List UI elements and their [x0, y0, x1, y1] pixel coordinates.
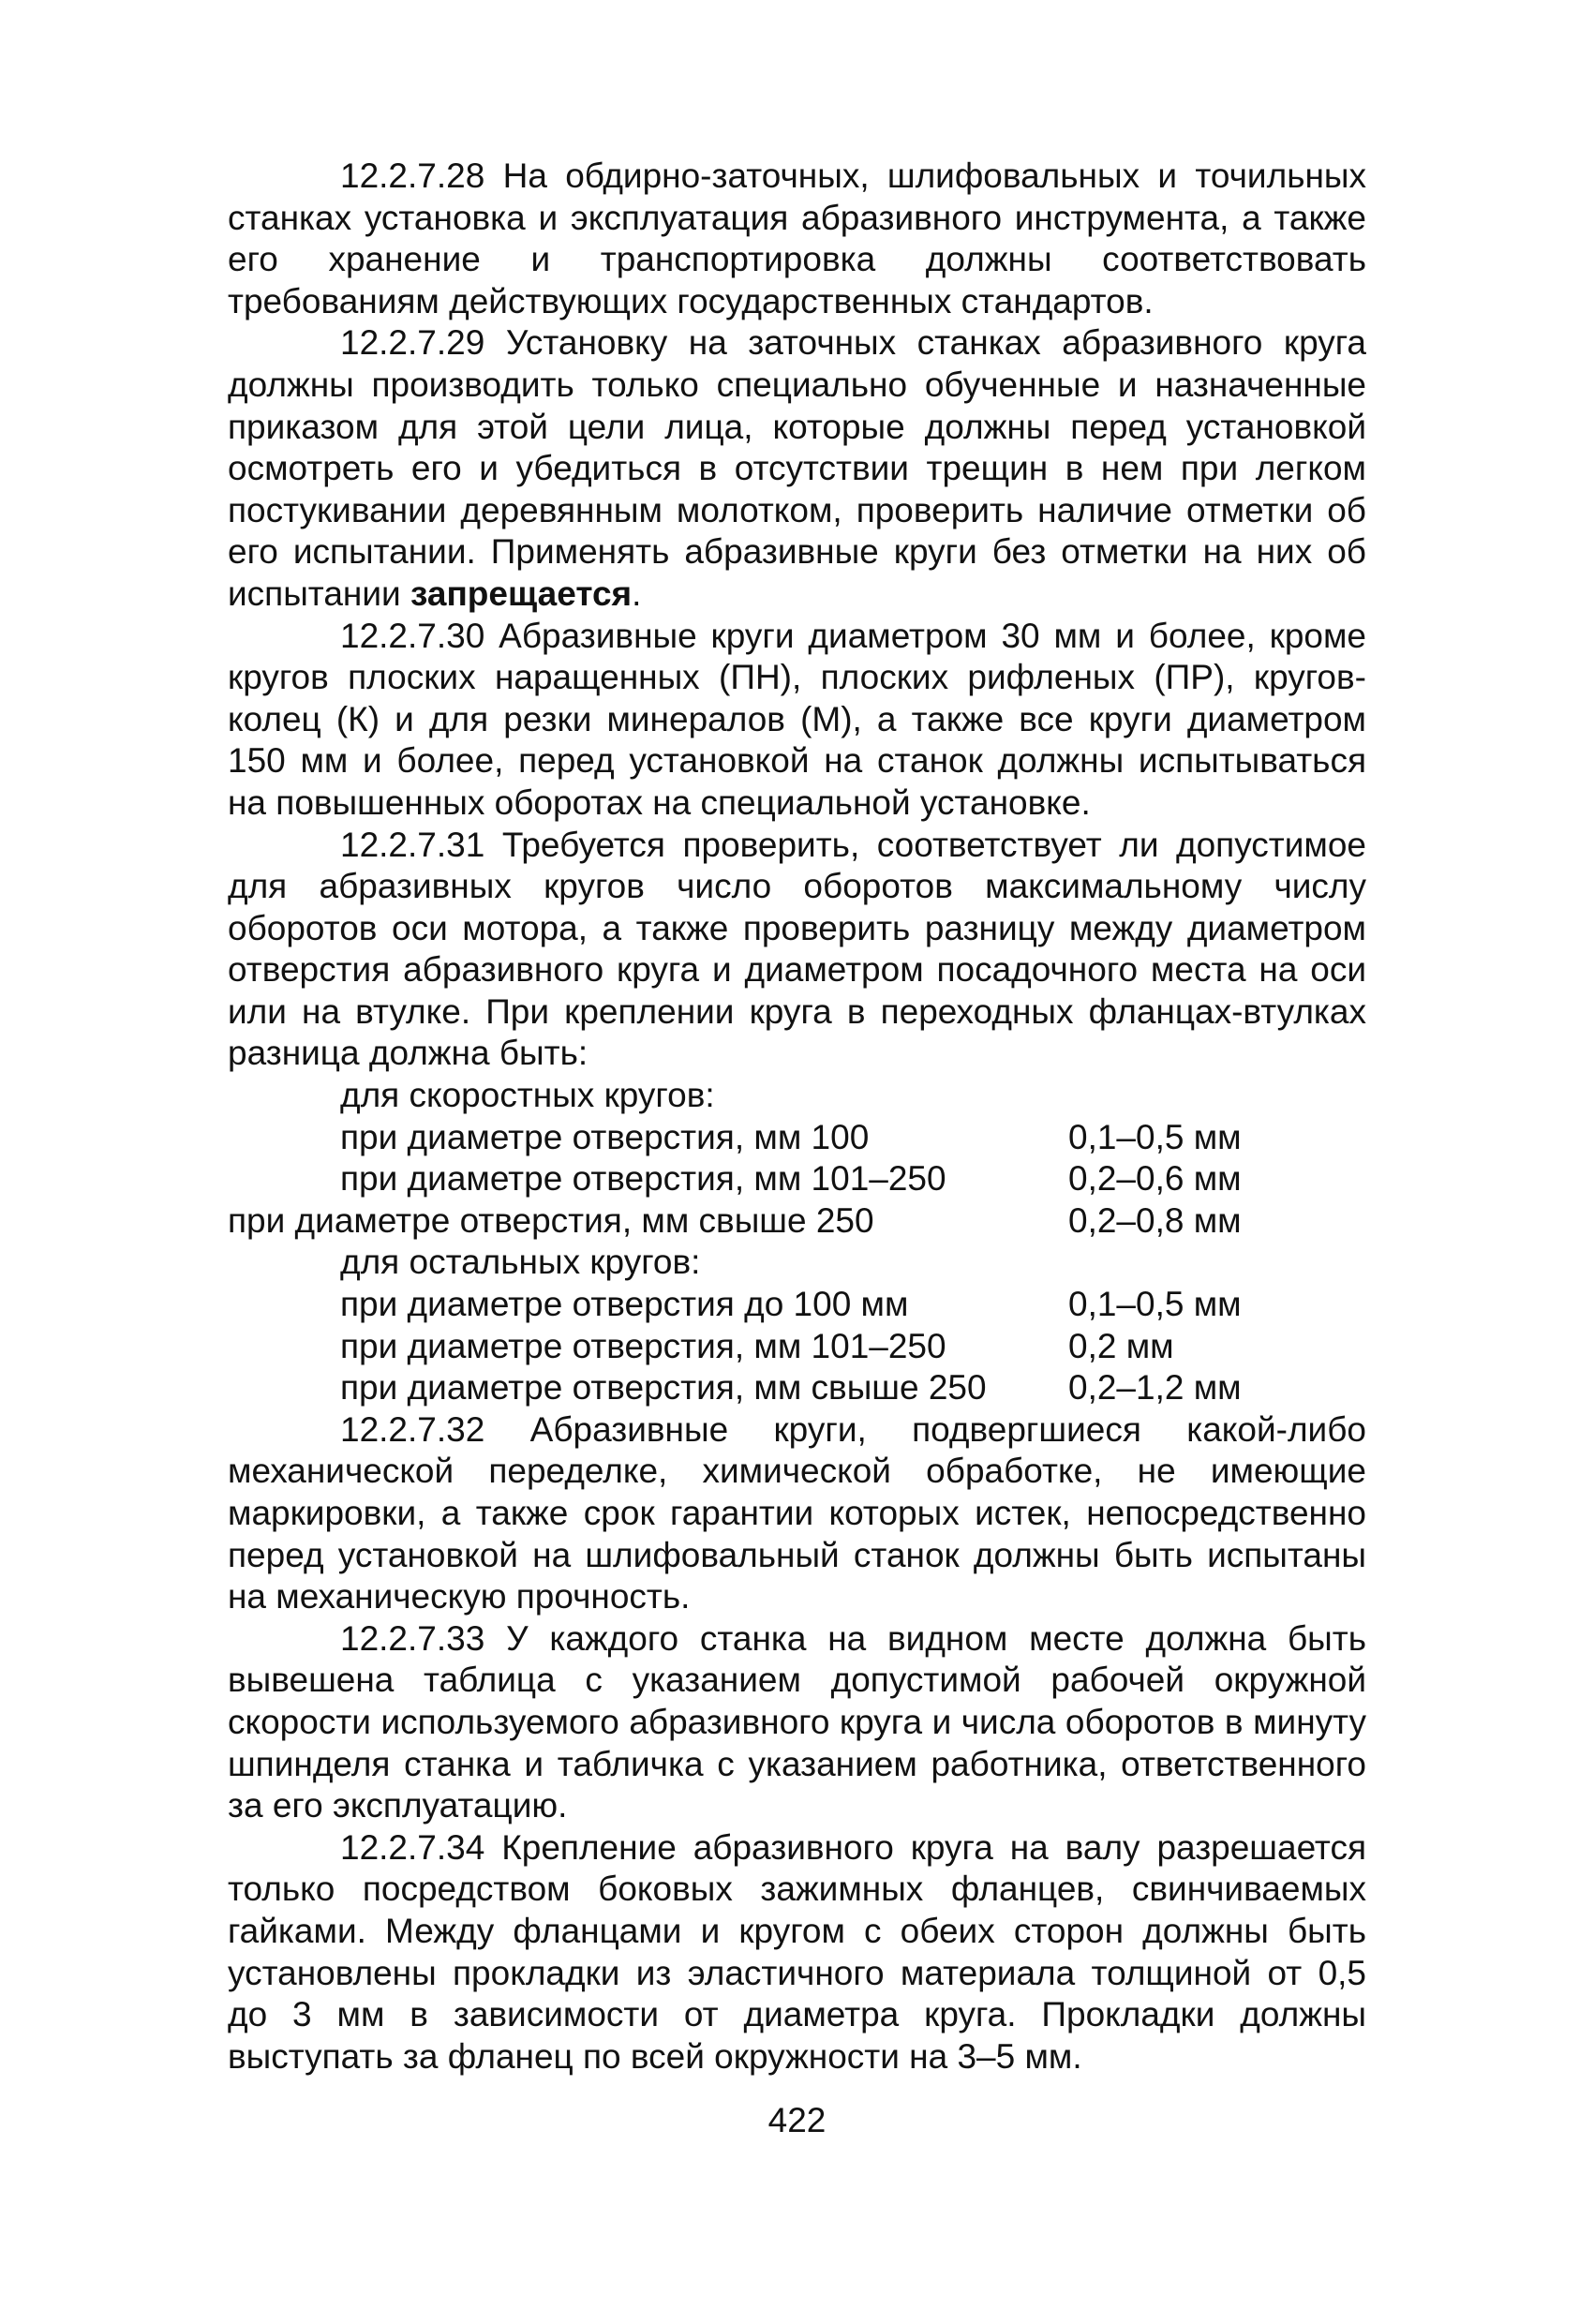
page-number: 422: [767, 2101, 827, 2139]
spec-row: [228, 1326, 1366, 1368]
document-page: [228, 156, 1366, 2078]
spec-row-label: при диаметре отверстия, мм 101–250: [340, 1159, 946, 1199]
spec-row-value: 0,2–0,8 мм: [1068, 1200, 1242, 1240]
paragraph-12-2-7-32: 12.2.7.32 Абразивные круги, подвергшиеся какой-либо механической переделке, химической обработке, не имеющие маркировки, а также срок гарантии которых истек, непосредственно перед установкой на шлифовальный станок должны быть испытаны на механическую прочность.: [228, 1409, 1366, 1616]
spec-row-label: при диаметре отверстия, мм 101–250: [340, 1326, 946, 1365]
spec-row-value: 0,1–0,5 мм: [1068, 1117, 1242, 1156]
spec-row: [228, 1200, 1366, 1243]
spec-row-value: 0,2–0,6 мм: [1068, 1159, 1242, 1199]
spec-row: [228, 1117, 1366, 1159]
spec-row: [228, 1284, 1366, 1326]
paragraph-12-2-7-30: 12.2.7.30 Абразивные круги диаметром 30 мм и более, кроме кругов плоских наращенных (ПН), плоских рифленых (ПР), кругов-колец (К) и для резки минералов (М), а также все круги диаметром 150 мм и более, перед установкой на станок должны испытываться на повышенных оборотах на специальной установке.: [228, 616, 1366, 822]
spec-row-label: при диаметре отверстия, мм свыше 250: [228, 1200, 874, 1240]
spec-row-value: 0,1–0,5 мм: [1068, 1285, 1242, 1324]
paragraph-12-2-7-28: 12.2.7.28 На обдирно-заточных, шлифовальных и точильных станках установка и эксплуатация абразивного инструмента, а также его хранение и транспортировка должны соответствовать требованиям действующих государственных стандартов.: [228, 156, 1366, 320]
paragraph-end: .: [632, 574, 642, 613]
spec-row: [228, 1158, 1366, 1200]
spec-row-label: при диаметре отверстия, мм 100: [340, 1117, 870, 1156]
paragraph-12-2-7-34: 12.2.7.34 Крепление абразивного круга на валу разрешается только посредством боковых зажимных фланцев, свинчиваемых гайками. Между фланцами и кругом с обеих сторон должны быть установлены прокладки из эластичного материала толщиной от 0,5 до 3 мм в зависимости от диаметра круга. Прокладки должны выступать за фланец по всей окружности на 3–5 мм.: [228, 1827, 1366, 2076]
spec-heading-label: для скоростных кругов:: [340, 1076, 715, 1115]
spec-heading-fast: [228, 1075, 1366, 1117]
spec-heading-label: для остальных кругов:: [340, 1243, 701, 1282]
paragraph-12-2-7-33: 12.2.7.33 У каждого станка на видном месте должна быть вывешена таблица с указанием допустимой рабочей окружной скорости используемого абразивного круга и числа оборотов в минуту шпинделя станка и табличка с указанием работника, ответственного за его эксплуатацию.: [228, 1618, 1366, 1825]
spec-row-label: при диаметре отверстия до 100 мм: [340, 1285, 909, 1324]
spec-row-value: 0,2–1,2 мм: [1068, 1368, 1242, 1408]
paragraph-12-2-7-31: 12.2.7.31 Требуется проверить, соответствует ли допустимое для абразивных кругов число оборотов максимальному числу оборотов оси мотора, а также проверить разницу между диаметром отверстия абразивного круга и диаметром посадочного места на оси или на втулке. При креплении круга в переходных фланцах-втулках разница должна быть:: [228, 825, 1366, 1073]
spec-row-label: при диаметре отверстия, мм свыше 250: [340, 1368, 987, 1408]
spec-heading-other: [228, 1242, 1366, 1284]
paragraph-12-2-7-29: [228, 322, 1366, 615]
spec-row: [228, 1367, 1366, 1409]
paragraph-text: 12.2.7.29 Установку на заточных станках абразивного круга должны производить только специально обученные и назначенные приказом для этой цели лица, которые должны перед установкой осмотреть его и убедиться в отсутствии трещин в нем при легком постукивании деревянным молотком, проверить наличие отметки об его испытании. Применять абразивные круги без отметки на них об испытании: [228, 323, 1366, 613]
spec-row-value: 0,2 мм: [1068, 1326, 1174, 1365]
bold-emphasis: запрещается: [410, 574, 633, 613]
